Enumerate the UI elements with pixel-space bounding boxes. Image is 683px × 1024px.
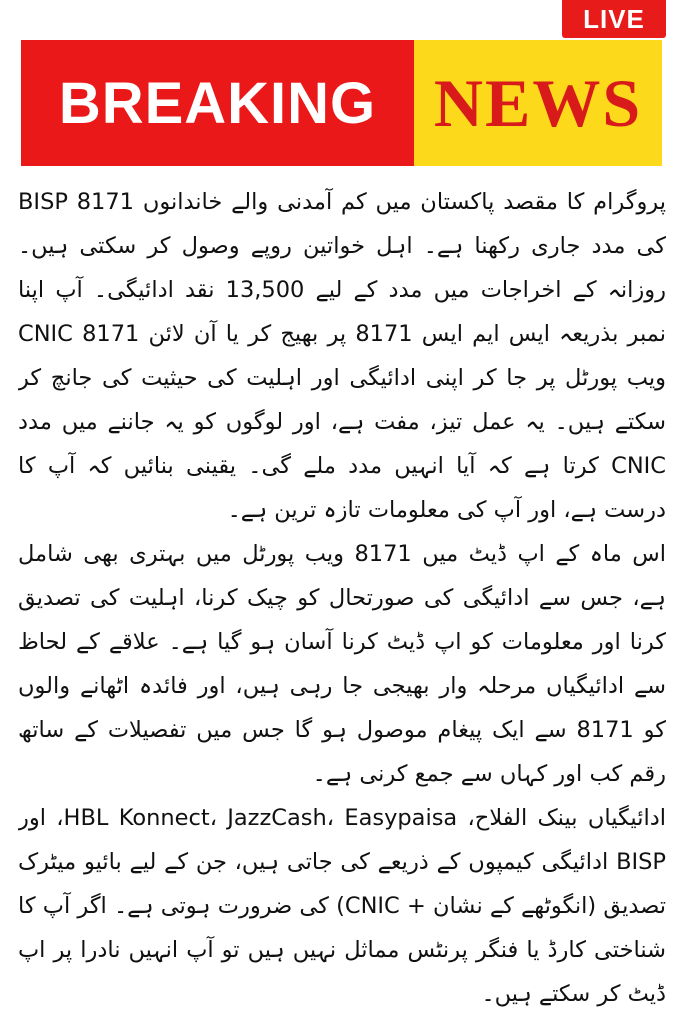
- banner-red-block: [21, 40, 414, 166]
- article-body: [18, 180, 666, 1018]
- live-label: LIVE: [583, 3, 645, 34]
- article-paragraph: ادائیگیاں بینک الفلاح، HBL Konnect، JazzCash، Easypaisa، اور BISP ادائیگی کیمپوں کے ذریعے کی جاتی ہیں، جن کے لیے بائیو میٹرک تصدیق (انگوٹھے کے نشان + CNIC) کی ضرورت ہوتی ہے۔ اگر آپ کا شناختی کارڈ یا فنگر پرنٹس مماثل نہیں ہیں تو آپ انہیں نادرا پر اپ ڈیٹ کر سکتے ہیں۔: [18, 805, 666, 1007]
- live-badge: [562, 0, 666, 38]
- banner-yellow-block: [414, 40, 662, 166]
- article-paragraph: BISP 8171 پروگرام کا مقصد پاکستان میں کم آمدنی والے خاندانوں کی مدد جاری رکھنا ہے۔ اہل خواتین روپے وصول کر سکتی ہیں۔ روزانہ کے اخراجات میں مدد کے لیے 13,500 نقد ادائیگی۔ آپ اپنا CNIC نمبر بذریعہ ایس ایم ایس 8171 پر بھیج کر یا آن لائن 8171 ویب پورٹل پر جا کر اپنی ادائیگی اور اہلیت کی حیثیت کی جانچ کر سکتے ہیں۔ یہ عمل تیز، مفت ہے، اور لوگوں کو یہ جاننے میں مدد کرتا ہے کہ آیا انہیں مدد ملے گی۔ یقینی بنائیں کہ آپ کا CNIC درست ہے، اور آپ کی معلومات تازہ ترین ہے۔: [18, 189, 666, 523]
- article-paragraph: اس ماہ کے اپ ڈیٹ میں 8171 ویب پورٹل میں بہتری بھی شامل ہے، جس سے ادائیگی کی صورتحال کو چیک کرنا، اہلیت کی تصدیق کرنا اور معلومات کو اپ ڈیٹ کرنا آسان ہو گیا ہے۔ علاقے کے لحاظ سے ادائیگیاں مرحلہ وار بھیجی جا رہی ہیں، اور فائدہ اٹھانے والوں کو 8171 سے ایک پیغام موصول ہو گا جس میں تفصیلات کے ساتھ رقم کب اور کہاں سے جمع کرنی ہے۔: [18, 541, 666, 787]
- breaking-label: BREAKING: [58, 70, 377, 136]
- news-label: NEWS: [433, 64, 643, 141]
- breaking-news-banner: [21, 40, 662, 166]
